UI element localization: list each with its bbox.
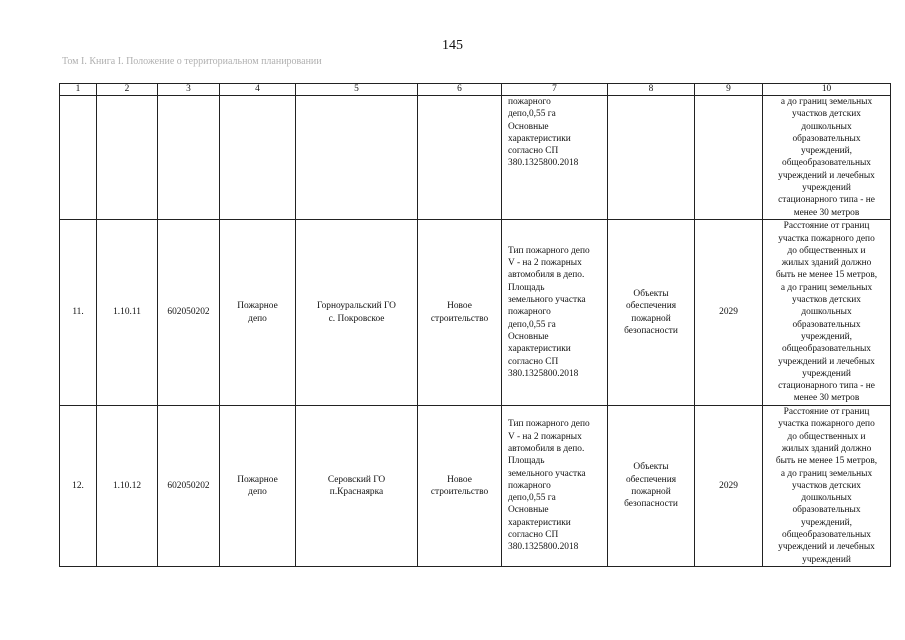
text-line: депо bbox=[248, 487, 267, 497]
table-row bbox=[60, 220, 891, 406]
cell-empty bbox=[608, 96, 695, 220]
table-row bbox=[60, 406, 891, 567]
text-line: дошкольных bbox=[801, 493, 852, 504]
col-header-6: 6 bbox=[418, 84, 502, 96]
text-line: учреждений и лечебных bbox=[778, 170, 875, 181]
text-line: до общественных и bbox=[787, 245, 866, 256]
text-line: с. Покровское bbox=[328, 313, 385, 324]
text-line: образовательных bbox=[792, 133, 861, 144]
text-line: образовательных bbox=[792, 319, 861, 330]
text-line: депо,0,55 га bbox=[508, 319, 556, 330]
text-line: V - на 2 пожарных bbox=[508, 431, 582, 442]
text-line: жилых зданий должно bbox=[781, 258, 872, 269]
text-line: учреждений, bbox=[800, 517, 853, 528]
text-line: пожарной bbox=[631, 487, 671, 497]
header-row bbox=[60, 84, 891, 96]
text-line: Пожарное bbox=[237, 301, 278, 312]
row-purpose bbox=[608, 220, 695, 406]
text-line: Новое bbox=[447, 474, 472, 485]
row-construction-type bbox=[418, 220, 502, 406]
cell-empty bbox=[418, 96, 502, 220]
text-line: менее 30 метров bbox=[793, 207, 860, 218]
text-line: пожарного bbox=[508, 97, 551, 107]
text-line: участков детских bbox=[792, 480, 861, 491]
text-line: Основные bbox=[508, 505, 549, 516]
text-line: учреждений bbox=[802, 183, 851, 194]
text-line: земельного участка bbox=[508, 295, 586, 306]
row-purpose bbox=[608, 406, 695, 567]
text-line: строительство bbox=[430, 487, 489, 497]
text-line: строительство bbox=[430, 313, 489, 324]
cell-empty bbox=[60, 96, 97, 220]
text-line: обеспечения bbox=[625, 301, 677, 312]
text-line: стационарного типа - не bbox=[778, 195, 875, 206]
row-zones bbox=[763, 406, 891, 567]
row-year: 2029 bbox=[695, 220, 763, 406]
text-line: учреждений и лечебных bbox=[778, 356, 875, 367]
text-line: пожарной bbox=[631, 313, 671, 324]
row-okato: 602050202 bbox=[158, 220, 220, 406]
text-line: жилых зданий должно bbox=[781, 443, 872, 454]
text-line: 380.1325800.2018 bbox=[508, 368, 579, 379]
row-object-name bbox=[220, 220, 296, 406]
col-header-4: 4 bbox=[220, 84, 296, 96]
text-line: стационарного типа - не bbox=[778, 381, 875, 392]
row-location bbox=[296, 220, 418, 406]
text-line: Объекты bbox=[633, 462, 669, 473]
text-line: быть не менее 15 метров, bbox=[775, 270, 878, 281]
text-line: Расстояние от границ bbox=[783, 221, 870, 232]
col-header-1: 1 bbox=[60, 84, 97, 96]
text-line: быть не менее 15 метров, bbox=[775, 456, 878, 467]
text-line: п.Краснаярка bbox=[329, 487, 384, 497]
text-line: Горноуральский ГО bbox=[317, 301, 396, 312]
row-zones bbox=[763, 220, 891, 406]
row-number: 12. bbox=[60, 406, 97, 567]
text-line: пожарного bbox=[508, 307, 551, 318]
row-number: 11. bbox=[60, 220, 97, 406]
text-line: Основные bbox=[508, 121, 549, 132]
text-line: а до границ земельных bbox=[780, 97, 873, 107]
cell-empty bbox=[158, 96, 220, 220]
text-line: V - на 2 пожарных bbox=[508, 258, 582, 269]
text-line: дошкольных bbox=[801, 121, 852, 132]
text-line: автомобиля в депо. bbox=[508, 443, 585, 454]
text-line: безопасности bbox=[624, 499, 678, 510]
row-okato: 602050202 bbox=[158, 406, 220, 567]
row-location bbox=[296, 406, 418, 567]
col-header-8: 8 bbox=[608, 84, 695, 96]
row-code: 1.10.11 bbox=[97, 220, 158, 406]
territorial-planning-table bbox=[59, 83, 891, 567]
text-line: Основные bbox=[508, 331, 549, 342]
text-line: образовательных bbox=[792, 505, 861, 516]
text-line: согласно СП bbox=[508, 146, 559, 157]
text-line: общеобразовательных bbox=[782, 530, 871, 541]
row-characteristics bbox=[502, 220, 608, 406]
text-line: Серовский ГО bbox=[327, 474, 386, 485]
text-line: согласно СП bbox=[508, 356, 559, 367]
page-number: 145 bbox=[442, 38, 463, 53]
text-line: безопасности bbox=[624, 325, 678, 336]
text-line: 380.1325800.2018 bbox=[508, 158, 579, 169]
text-line: участка пожарного депо bbox=[778, 233, 875, 244]
col-header-9: 9 bbox=[695, 84, 763, 96]
text-line: характеристики bbox=[508, 344, 571, 355]
text-line: до общественных и bbox=[787, 431, 866, 442]
text-line: характеристики bbox=[508, 517, 571, 528]
text-line: Тип пожарного депо bbox=[508, 419, 590, 430]
text-line: Тип пожарного депо bbox=[508, 245, 590, 256]
row-year: 2029 bbox=[695, 406, 763, 567]
row-construction-type bbox=[418, 406, 502, 567]
text-line: согласно СП bbox=[508, 530, 559, 541]
text-line: депо bbox=[248, 313, 267, 324]
col-header-2: 2 bbox=[97, 84, 158, 96]
text-line: участков детских bbox=[792, 109, 861, 120]
col-header-3: 3 bbox=[158, 84, 220, 96]
text-line: учреждений bbox=[802, 368, 851, 379]
cell-empty bbox=[296, 96, 418, 220]
cell-empty bbox=[97, 96, 158, 220]
text-line: депо,0,55 га bbox=[508, 109, 556, 120]
text-line: а до границ земельных bbox=[780, 468, 873, 479]
text-line: Площадь bbox=[508, 282, 545, 293]
col-header-7: 7 bbox=[502, 84, 608, 96]
text-line: автомобиля в депо. bbox=[508, 270, 585, 281]
text-line: общеобразовательных bbox=[782, 158, 871, 169]
text-line: 380.1325800.2018 bbox=[508, 542, 579, 553]
text-line: Площадь bbox=[508, 456, 545, 467]
cell-empty bbox=[695, 96, 763, 220]
text-line: депо,0,55 га bbox=[508, 493, 556, 504]
text-line: дошкольных bbox=[801, 307, 852, 318]
text-line: учреждений, bbox=[800, 146, 853, 157]
running-header: Том I. Книга I. Положение о территориальном планировании bbox=[62, 56, 322, 67]
text-line: менее 30 метров bbox=[793, 393, 860, 404]
continuation-row bbox=[60, 96, 891, 220]
row-characteristics bbox=[502, 406, 608, 567]
row-object-name bbox=[220, 406, 296, 567]
continuation-characteristics bbox=[502, 96, 608, 220]
continuation-zones bbox=[763, 96, 891, 220]
text-line: а до границ земельных bbox=[780, 282, 873, 293]
text-line: участков детских bbox=[792, 295, 861, 306]
text-line: учреждений, bbox=[800, 331, 853, 342]
text-line: участка пожарного депо bbox=[778, 419, 875, 430]
cell-empty bbox=[220, 96, 296, 220]
col-header-10: 10 bbox=[763, 84, 891, 96]
text-line: учреждений и лечебных bbox=[778, 542, 875, 553]
text-line: земельного участка bbox=[508, 468, 586, 479]
text-line: Расстояние от границ bbox=[783, 407, 870, 418]
text-line: пожарного bbox=[508, 480, 551, 491]
row-code: 1.10.12 bbox=[97, 406, 158, 567]
text-line: Объекты bbox=[633, 288, 669, 299]
text-line: обеспечения bbox=[625, 474, 677, 485]
text-line: общеобразовательных bbox=[782, 344, 871, 355]
text-line: Пожарное bbox=[237, 474, 278, 485]
text-line: характеристики bbox=[508, 133, 571, 144]
col-header-5: 5 bbox=[296, 84, 418, 96]
text-line: Новое bbox=[447, 301, 472, 312]
text-line: учреждений bbox=[802, 554, 851, 565]
